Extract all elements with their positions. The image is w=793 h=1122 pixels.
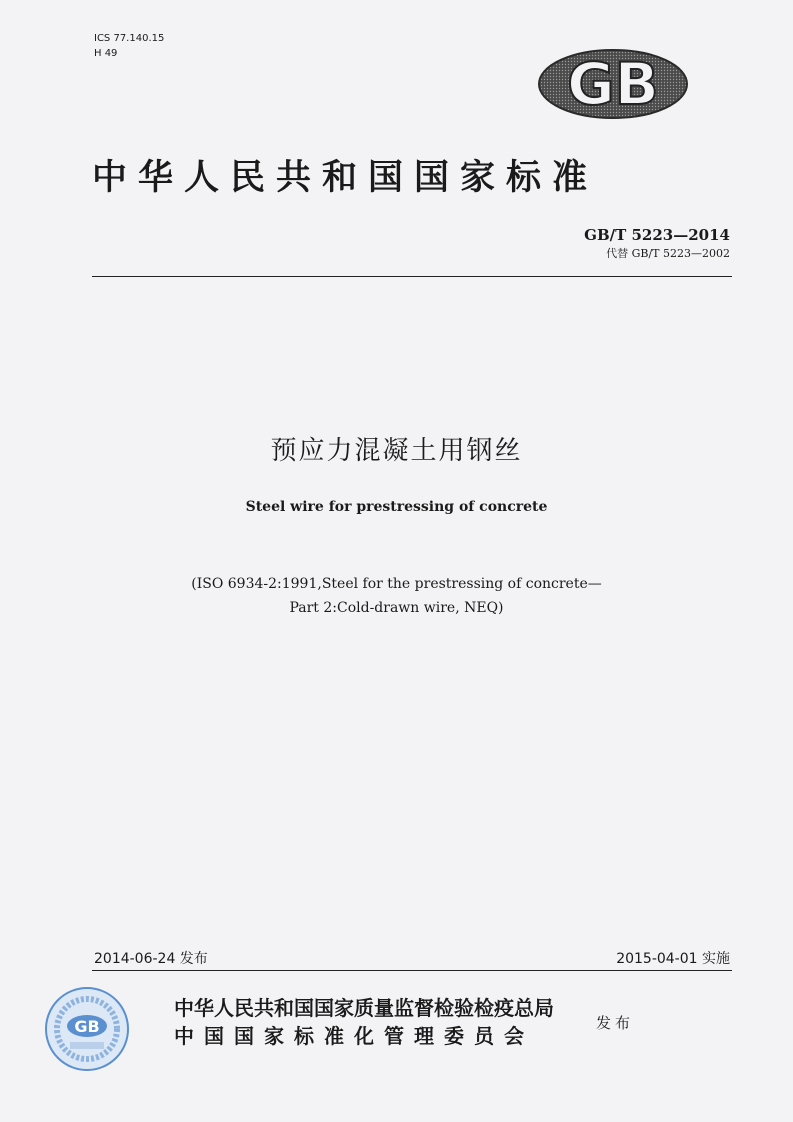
classification-codes	[94, 31, 164, 61]
national-standard-heading: 中华人民共和国国家标准	[92, 157, 599, 198]
ics-code: ICS 77.140.15	[94, 33, 165, 44]
standard-number-block	[584, 226, 730, 261]
title-chinese: 预应力混凝土用钢丝	[270, 436, 523, 466]
anti-counterfeit-seal-icon	[44, 986, 130, 1072]
ccs-code: H 49	[94, 48, 118, 59]
publish-label: 发布	[596, 1014, 635, 1032]
issuing-authorities	[174, 994, 554, 1050]
seal-logo-text: GB	[74, 1017, 100, 1036]
standard-number: GB/T 5223—2014	[584, 226, 730, 244]
implement-date: 2015-04-01 实施	[616, 951, 730, 967]
replaces-standard: 代替 GB/T 5223—2002	[606, 247, 730, 260]
title-english: Steel wire for prestressing of concrete	[245, 499, 548, 515]
iso-reference-line1: (ISO 6934-2:1991,Steel for the prestressing of concrete—	[191, 576, 602, 592]
gb-logo-text: GB	[567, 50, 659, 118]
issue-date: 2014-06-24 发布	[94, 951, 208, 967]
footer-divider	[92, 970, 732, 971]
iso-reference	[0, 572, 793, 620]
iso-reference-line2: Part 2:Cold-drawn wire, NEQ)	[289, 600, 504, 616]
issuer-line1: 中华人民共和国国家质量监督检验检疫总局	[174, 996, 554, 1020]
issuer-line2: 中国国家标准化管理委员会	[174, 1024, 534, 1048]
gb-logo	[537, 48, 689, 120]
header-divider	[92, 276, 732, 277]
